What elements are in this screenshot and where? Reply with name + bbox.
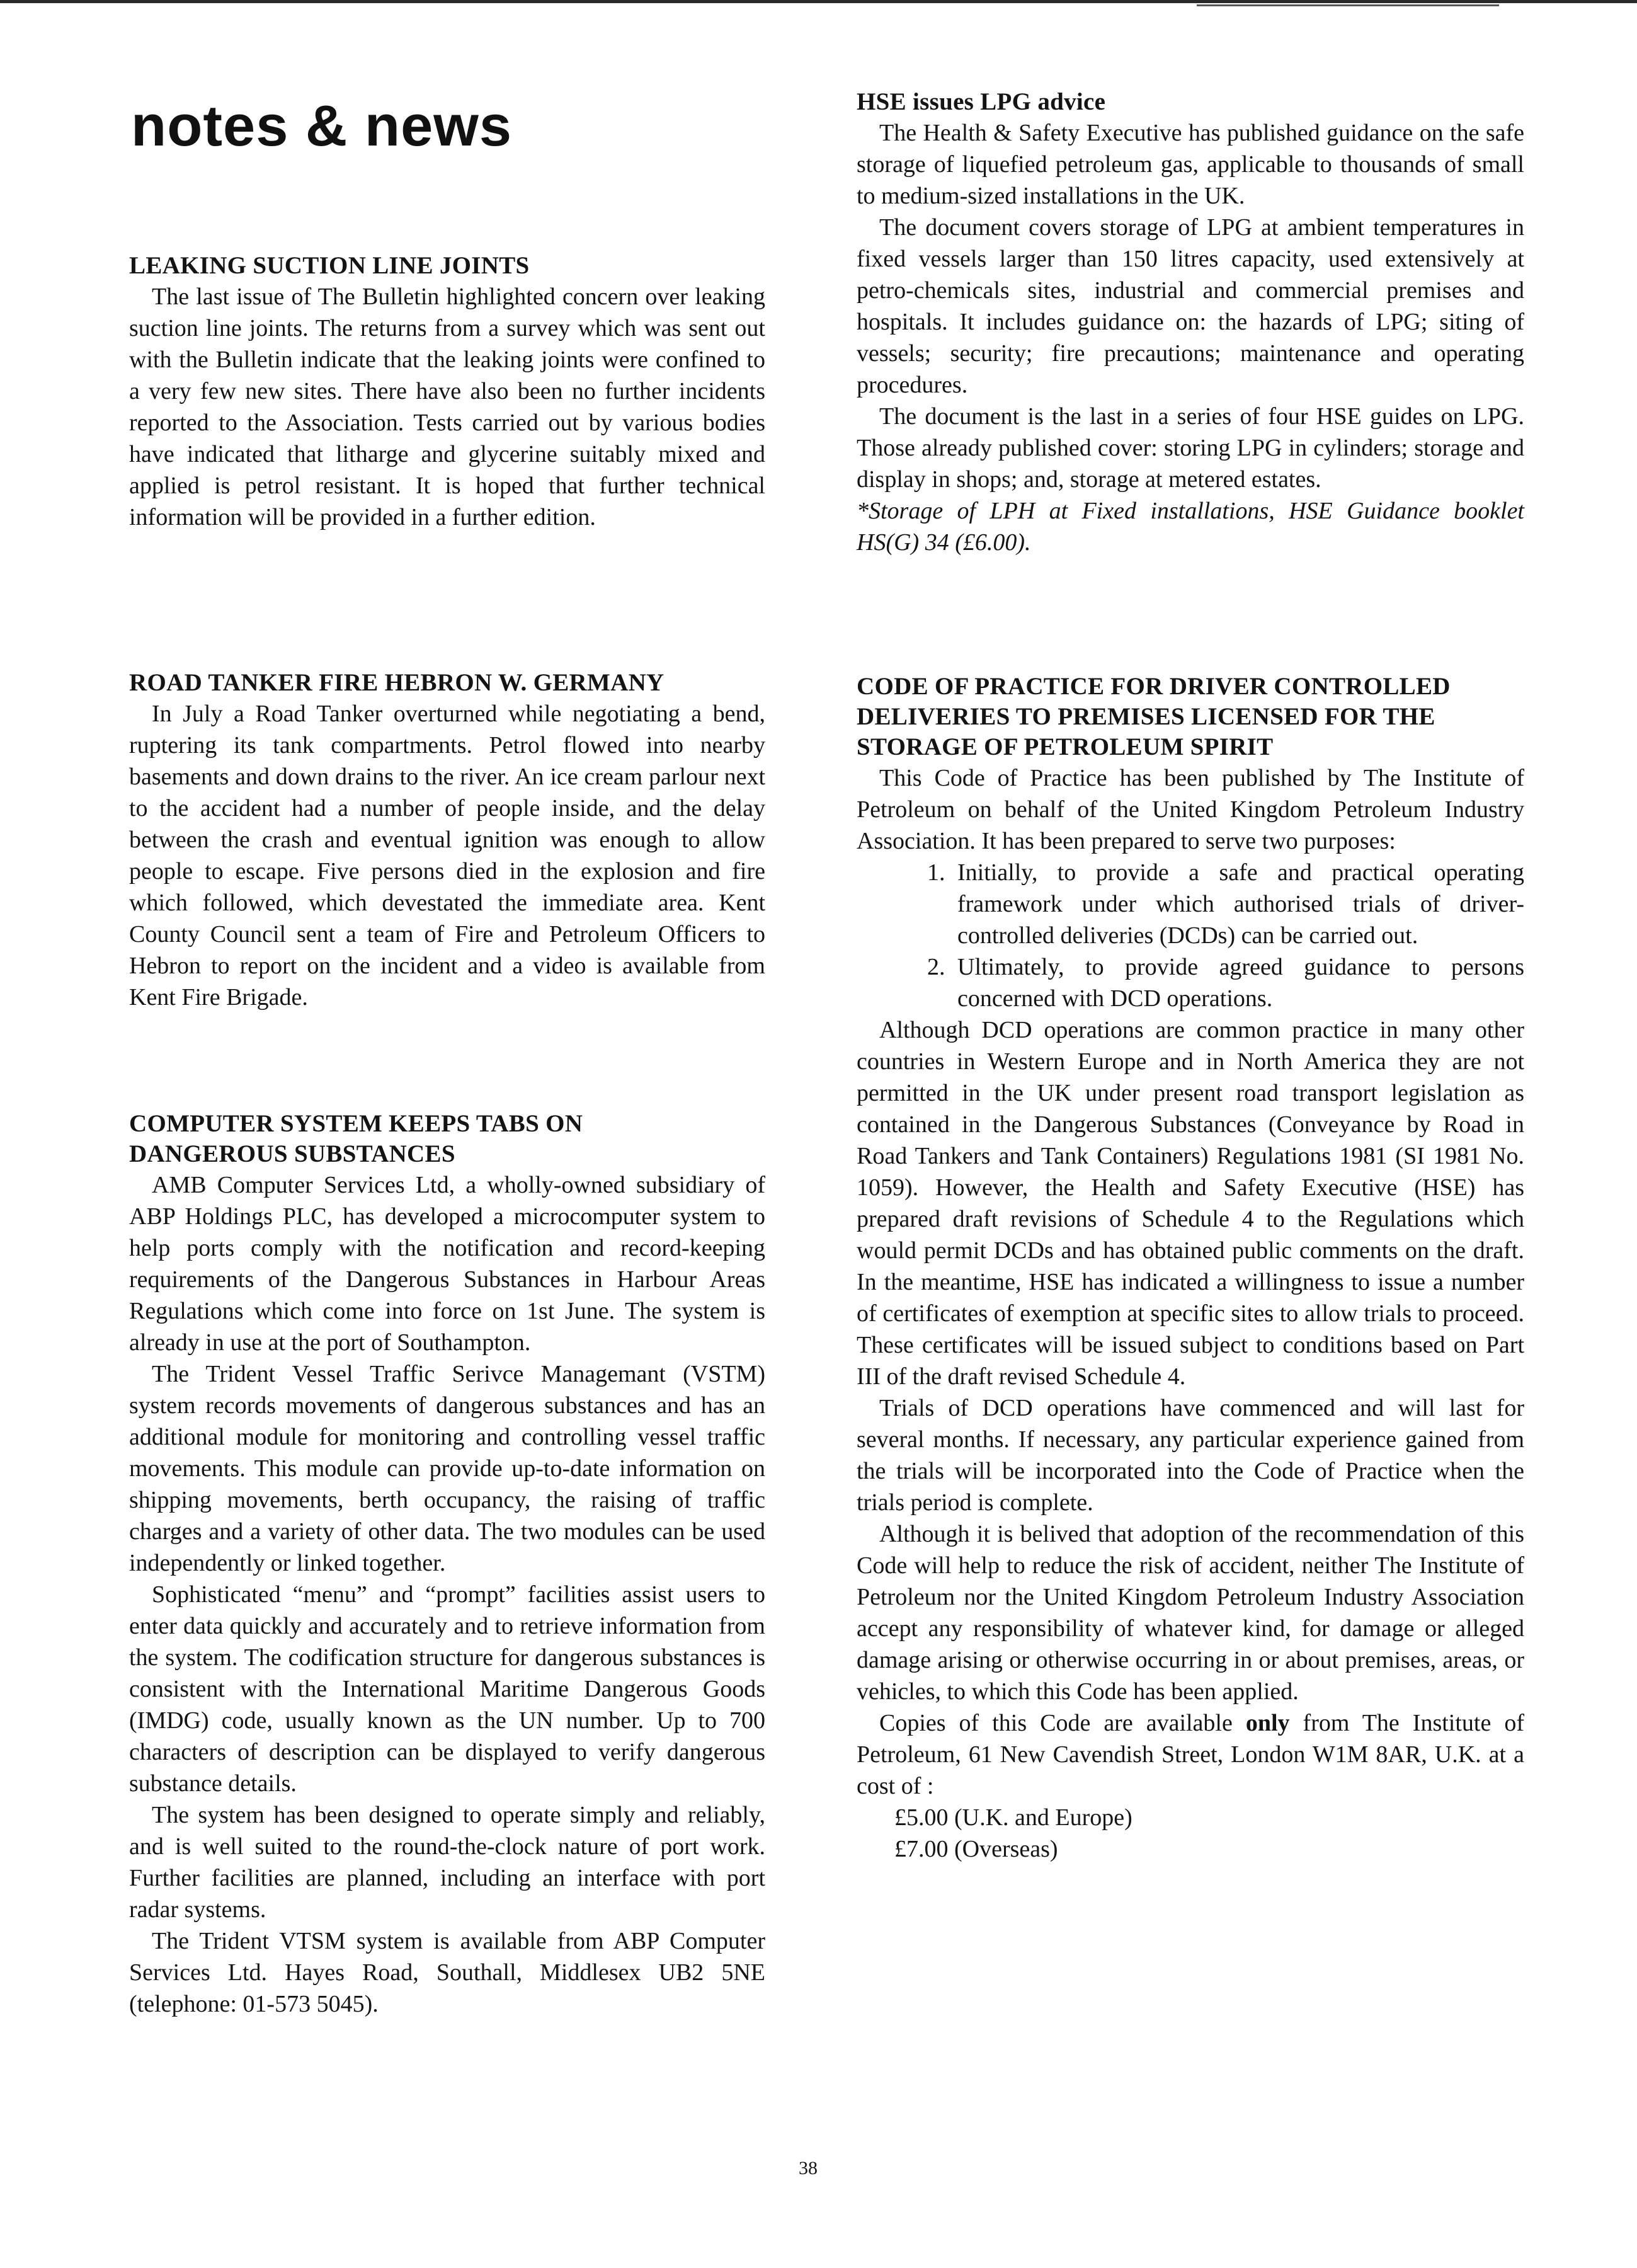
- price-item: £7.00 (Overseas): [894, 1836, 1058, 1862]
- copies-text: from The Institute of Petroleum, 61 New Cavendish Street, London W1M 8AR, U.K. at a cost of :: [857, 1710, 1524, 1799]
- article-paragraph: Although it is belived that adoption of the recommendation of this Code will help to reduce the risk of accident, neither The Institute of Petroleum nor the United Kingdom Petroleum Industry Association accept any responsibility of whatever kind, for damage or alleged damage arising or otherwise occurring in or about premises, areas, or vehicles, to which this Code has been applied.: [857, 1521, 1524, 1705]
- heading-line: CODE OF PRACTICE FOR DRIVER CONTROLLED: [857, 673, 1451, 700]
- article-paragraph: The Trident VTSM system is available from ABP Computer Services Ltd. Hayes Road, Southall, Middlesex UB2 5NE (telephone: 01-573 5045).: [129, 1928, 765, 2017]
- top-rule-secondary: [1197, 4, 1499, 6]
- copies-paragraph: [857, 1707, 1524, 1802]
- article-heading: LEAKING SUCTION LINE JOINTS: [129, 252, 530, 279]
- copies-text: Copies of this Code are available: [879, 1710, 1246, 1736]
- article-heading: ROAD TANKER FIRE HEBRON W. GERMANY: [129, 669, 664, 696]
- copies-emphasis: only: [1245, 1710, 1290, 1736]
- article-heading: HSE issues LPG advice: [857, 88, 1106, 115]
- article-paragraph: The Health & Safety Executive has published guidance on the safe storage of liquefied petroleum gas, applicable to thousands of small to medium-sized installations in the UK.: [857, 120, 1524, 209]
- article-paragraph: Trials of DCD operations have commenced and will last for several months. If necessary, any particular experience gained from the trials will be incorporated into the Code of Practice when the trials period is complete.: [857, 1395, 1524, 1516]
- article-paragraph: Although DCD operations are common practice in many other countries in Western Europe and in North America they are not permitted in the UK under present road transport legislation as contained in the Dangerous Substances (Conveyance by Road in Road Tankers and Tank Containers) Regulations 1981 (SI 1981 No. 1059). However, the Health and Safety Executive (HSE) has prepared draft revisions of Schedule 4 to the Regulations which would permit DCDs and has obtained public comments on the draft. In the meantime, HSE has indicated a willingness to issue a number of certificates of exemption at specific sites to allow trials to proceed. These certificates will be issued subject to conditions based on Part III of the draft revised Schedule 4.: [857, 1017, 1524, 1390]
- article-heading: [857, 672, 1524, 762]
- article-footnote: *Storage of LPH at Fixed installations, HSE Guidance booklet HS(G) 34 (£6.00).: [857, 498, 1524, 556]
- article-heading: [129, 1109, 765, 1169]
- list-item: 2. Ultimately, to provide agreed guidance to persons concerned with DCD operations.: [951, 951, 1524, 1014]
- top-rule: [0, 0, 1637, 3]
- article-leaking-joints: [129, 251, 765, 533]
- article-paragraph: The document is the last in a series of four HSE guides on LPG. Those already published cover: storing LPG in cylinders; storage and display in shops; and, storage at metered estates.: [857, 403, 1524, 493]
- article-computer-system: [129, 1109, 765, 2020]
- heading-line: COMPUTER SYSTEM KEEPS TABS ON: [129, 1110, 583, 1137]
- heading-line: DELIVERIES TO PREMISES LICENSED FOR THE: [857, 703, 1435, 730]
- heading-line: DANGEROUS SUBSTANCES: [129, 1140, 455, 1167]
- article-hse-lpg: [857, 87, 1524, 558]
- article-paragraph: The document covers storage of LPG at ambient temperatures in fixed vessels larger than 150 litres capacity, used extensively at petro-chemicals sites, industrial and commercial premises and hospitals. It includes guidance on: the hazards of LPG; siting of vessels; security; fire precautions; maintenance and operating procedures.: [857, 214, 1524, 398]
- article-paragraph: AMB Computer Services Ltd, a wholly-owned subsidiary of ABP Holdings PLC, has developed a microcomputer system to help ports comply with the notification and record-keeping requirements of the Dangerous Substances in Harbour Areas Regulations which come into force on 1st June. The system is already in use at the port of Southampton.: [129, 1172, 765, 1356]
- article-road-tanker-fire: [129, 668, 765, 1013]
- article-paragraph: This Code of Practice has been published by The Institute of Petroleum on behalf of the United Kingdom Petroleum Industry Association. It has been prepared to serve two purposes:: [857, 765, 1524, 854]
- price-item: £5.00 (U.K. and Europe): [894, 1804, 1132, 1831]
- list-item: 1. Initially, to provide a safe and practical operating framework under which authorised trials of driver-controlled deliveries (DCDs) can be carried out.: [951, 857, 1524, 951]
- article-paragraph: The Trident Vessel Traffic Serivce Managemant (VSTM) system records movements of dangerous substances and has an additional module for monitoring and controlling vessel traffic movements. This module can provide up-to-date information on shipping movements, berth occupancy, the raising of traffic charges and a variety of other data. The two modules can be used independently or linked together.: [129, 1361, 765, 1576]
- heading-line: STORAGE OF PETROLEUM SPIRIT: [857, 733, 1274, 760]
- article-paragraph: The last issue of The Bulletin highlighted concern over leaking suction line joints. The returns from a survey which was sent out with the Bulletin indicate that the leaking joints were confined to a very few new sites. There have also been no further incidents reported to the Association. Tests carried out by various bodies have indicated that litharge and glycerine suitably mixed and applied is petrol resistant. It is hoped that further technical information will be provided in a further edition.: [129, 284, 765, 530]
- purpose-list: [857, 857, 1524, 1014]
- article-paragraph: The system has been designed to operate simply and reliably, and is well suited to the round-the-clock nature of port work. Further facilities are planned, including an interface with port radar systems.: [129, 1802, 765, 1923]
- page-title: notes & news: [131, 94, 513, 158]
- page-number: 38: [799, 2158, 818, 2179]
- article-paragraph: In July a Road Tanker overturned while negotiating a bend, ruptering its tank compartments. Petrol flowed into nearby basements and down drains to the river. An ice cream parlour next to the accident had a number of people inside, and the delay between the crash and eventual ignition was enough to allow people to escape. Five persons died in the explosion and fire which followed, which devestated the immediate area. Kent County Council sent a team of Fire and Petroleum Officers to Hebron to report on the incident and a video is available from Kent Fire Brigade.: [129, 701, 765, 1011]
- article-code-of-practice: [857, 672, 1524, 1865]
- article-paragraph: Sophisticated “menu” and “prompt” facilities assist users to enter data quickly and accurately and to retrieve information from the system. The codification structure for dangerous substances is consistent with the International Maritime Dangerous Goods (IMDG) code, usually known as the UN number. Up to 700 characters of description can be displayed to verify dangerous substance details.: [129, 1581, 765, 1797]
